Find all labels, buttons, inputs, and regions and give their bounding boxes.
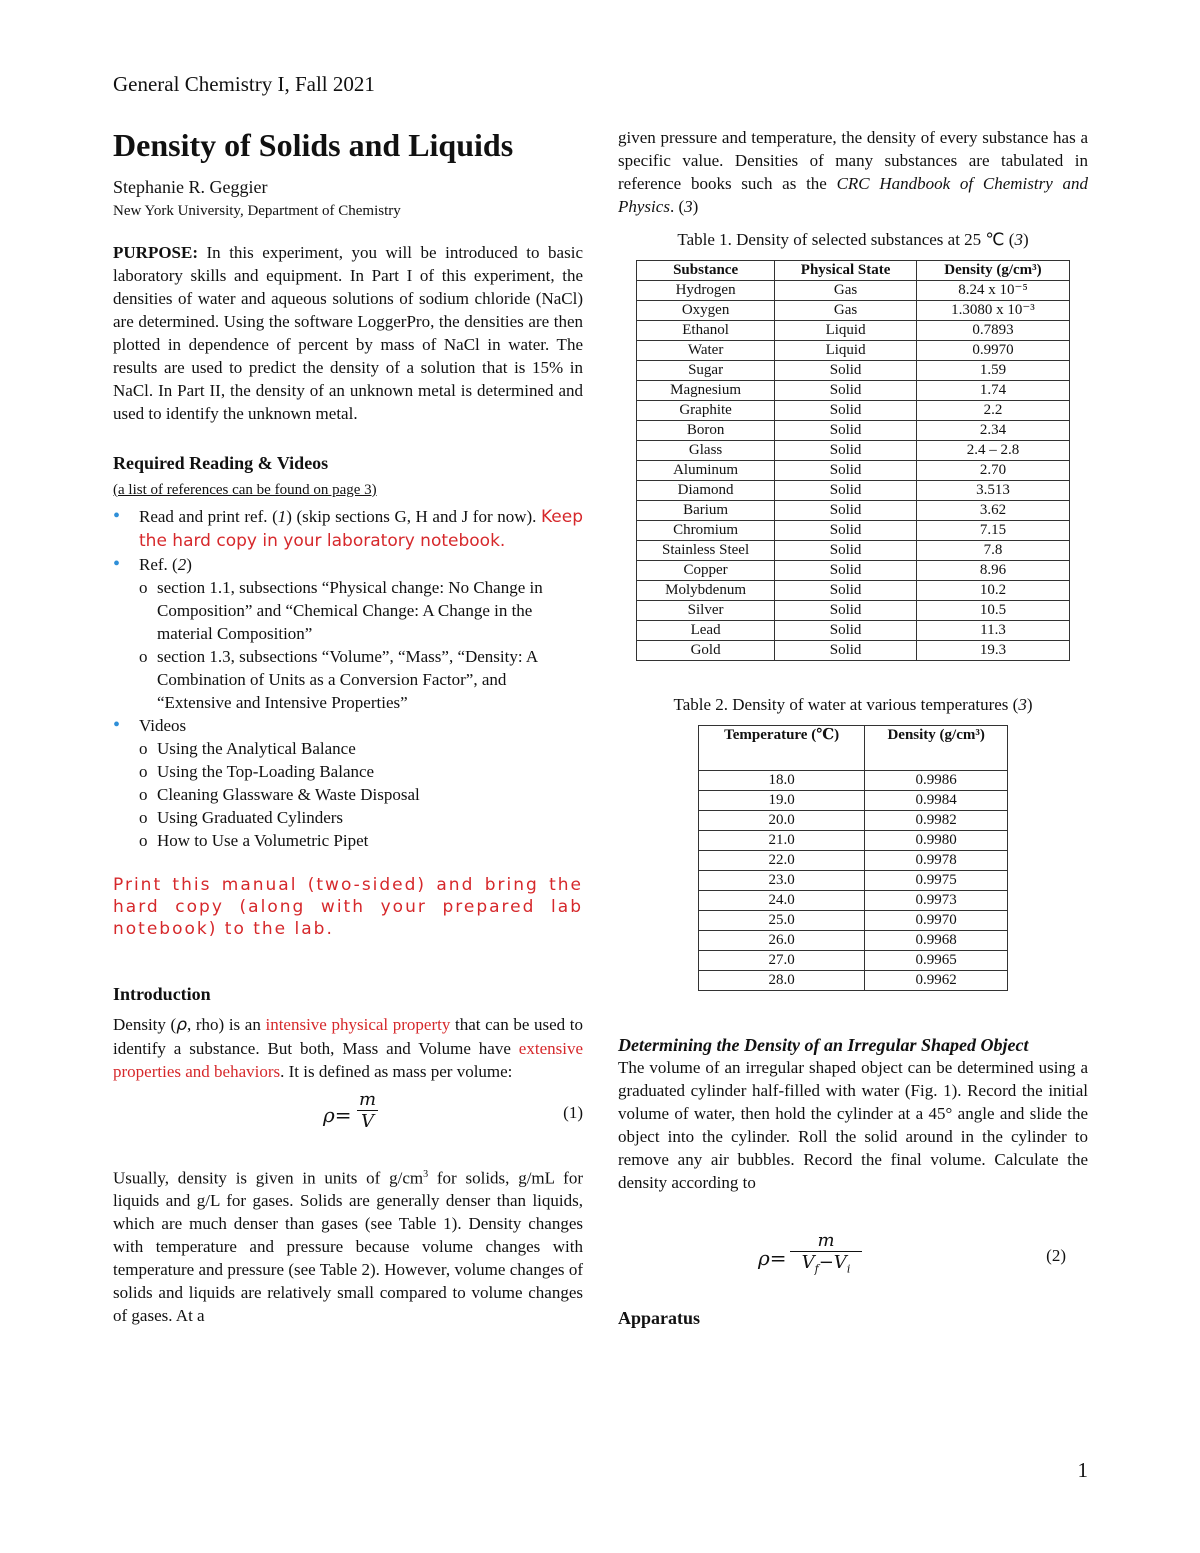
intro-p2-b: for solids, g/mL for liquids and g/L for gases. Solids are generally denser than liquids, which are much denser than gases (see Table 1). Density changes with temperature and pressure because volume changes with temperature and pressure (see Table 2). However, volume changes of solids and liquids are relatively small compared to volume changes of gases. At a	[113, 1168, 583, 1326]
eq1-lhs: ρ=	[323, 1102, 352, 1127]
table-cell: 18.0	[699, 771, 865, 791]
eq1-denominator: V	[361, 1110, 375, 1132]
table-cell: Solid	[775, 581, 917, 601]
table-cell: 11.3	[916, 621, 1069, 641]
intro-p3-a: given pressure and temperature, the density of every substance has a specific value. Densities of many substances are tabulated in reference books such as the	[618, 128, 1088, 193]
table-cell: 0.9978	[865, 851, 1008, 871]
table1-caption-c: )	[1022, 230, 1029, 249]
page-title: Density of Solids and Liquids	[113, 127, 514, 163]
table-row	[637, 501, 1070, 521]
table1-caption-b: (	[1004, 230, 1015, 249]
table-cell: 21.0	[699, 831, 865, 851]
table-row	[637, 301, 1070, 321]
intro-p3-b: . (	[669, 197, 685, 216]
crc-handbook: CRC Handbook of Chemistry and Physics	[618, 174, 1088, 216]
table-row	[699, 851, 1008, 871]
item1-post: ) (skip sections G, H and J for now).	[286, 506, 541, 526]
table-cell: Solid	[775, 601, 917, 621]
ref2-sublist	[139, 576, 583, 714]
table-cell: 10.5	[916, 601, 1069, 621]
ref2-sub-item: o section 1.3, subsections “Volume”, “Mass”, “Density: A Combination of Units as a Conversion Factor”, and “Extensive and Intensive Properties”	[139, 645, 583, 714]
table-cell: Solid	[775, 441, 917, 461]
table-cell: 0.7893	[916, 321, 1069, 341]
right-column	[618, 126, 1088, 1337]
table-cell: Solid	[775, 621, 917, 641]
intensive-property-link: intensive physical property	[265, 1014, 451, 1034]
table-cell: 24.0	[699, 891, 865, 911]
table-cell: Solid	[775, 401, 917, 421]
table-cell: 20.0	[699, 811, 865, 831]
table-cell: Liquid	[775, 321, 917, 341]
purpose-text: In this experiment, you will be introduced to basic laboratory skills and equipment. In Part I of this experiment, the densities of water and aqueous solutions of sodium chloride (NaCl) are determined. Using the software LoggerPro, the densities are then plotted in dependence of percent by mass of NaCl in water. The results are used to predict the density of a solution that is 15% in NaCl. In Part II, the density of an unknown metal is determined and used to identify the unknown metal.	[113, 242, 583, 423]
eq2-vf: V	[801, 1252, 815, 1273]
video-item: o Using the Analytical Balance	[139, 737, 583, 760]
intro-p3-ref: 3	[684, 197, 693, 216]
table-cell: 0.9968	[865, 931, 1008, 951]
purpose-paragraph	[113, 241, 583, 425]
table-cell: 0.9970	[916, 341, 1069, 361]
table1-caption	[618, 230, 1088, 250]
table-cell: 0.9962	[865, 971, 1008, 991]
table2-caption	[618, 695, 1088, 715]
intro-paragraph-1	[113, 1013, 583, 1083]
table-cell: 1.74	[916, 381, 1069, 401]
table-row	[637, 321, 1070, 341]
table-cell: Chromium	[637, 521, 775, 541]
table-cell: 19.3	[916, 641, 1069, 661]
table-row	[637, 441, 1070, 461]
table-cell: 0.9986	[865, 771, 1008, 791]
table-cell: Hydrogen	[637, 281, 775, 301]
table-row	[699, 831, 1008, 851]
table-cell: Glass	[637, 441, 775, 461]
table-row	[637, 521, 1070, 541]
table-cell: 0.9982	[865, 811, 1008, 831]
intro-p2-a: Usually, density is given in units of g/cm	[113, 1168, 424, 1188]
t1-header-cell: Density (g/cm³)	[916, 261, 1069, 281]
table-cell: Silver	[637, 601, 775, 621]
eq2-lhs: ρ=	[758, 1246, 787, 1270]
table-cell: Copper	[637, 561, 775, 581]
table-cell: Solid	[775, 481, 917, 501]
table-cell: Liquid	[775, 341, 917, 361]
table-row	[637, 281, 1070, 301]
table-row	[637, 621, 1070, 641]
table-row	[699, 931, 1008, 951]
t2-header-cell: Density (g/cm³)	[865, 726, 1008, 771]
video-item: o How to Use a Volumetric Pipet	[139, 829, 583, 852]
table-cell: 0.9965	[865, 951, 1008, 971]
table-cell: Aluminum	[637, 461, 775, 481]
item1-ref: 1	[277, 506, 287, 526]
table-cell: Solid	[775, 521, 917, 541]
table-row	[637, 381, 1070, 401]
table-row	[637, 541, 1070, 561]
table-cell: Diamond	[637, 481, 775, 501]
table-row	[637, 461, 1070, 481]
table-cell: Sugar	[637, 361, 775, 381]
irregular-heading: Determining the Density of an Irregular Shaped Object	[618, 1035, 1029, 1055]
eq1-number: (1)	[563, 1102, 583, 1122]
print-note: Print this manual (two-sided) and bring the hard copy (along with your prepared lab notebook) to the lab.	[113, 874, 583, 939]
table-row	[699, 871, 1008, 891]
table-cell: 10.2	[916, 581, 1069, 601]
table2-caption-ref: 3	[1018, 695, 1027, 714]
water-density-table	[698, 725, 1008, 991]
author: Stephanie R. Geggier	[113, 177, 268, 198]
affiliation: New York University, Department of Chemistry	[113, 202, 401, 219]
item2-pre: Ref. (	[139, 554, 178, 574]
table-cell: Magnesium	[637, 381, 775, 401]
table-cell: 26.0	[699, 931, 865, 951]
eq2-sub-f: f	[814, 1262, 819, 1276]
table-cell: 0.9973	[865, 891, 1008, 911]
t1-header-cell: Physical State	[775, 261, 917, 281]
intro-heading: Introduction	[113, 983, 211, 1004]
t2-header-cell: Temperature (℃)	[699, 726, 865, 771]
equation-2	[618, 1224, 1088, 1294]
equation-1	[113, 1087, 583, 1143]
table-cell: Stainless Steel	[637, 541, 775, 561]
eq2-denominator	[790, 1252, 862, 1276]
table-row	[699, 971, 1008, 991]
intro-p1-b: , rho) is an	[186, 1014, 266, 1034]
table-cell: 8.24 x 10⁻⁵	[916, 281, 1069, 301]
table-cell: Solid	[775, 421, 917, 441]
table1-caption-ref: 3	[1014, 230, 1023, 249]
intro-p1-d: . It is defined as mass per volume:	[280, 1061, 513, 1081]
intro-p1-a: Density (	[113, 1014, 177, 1034]
table-cell: 22.0	[699, 851, 865, 871]
table2-caption-b: )	[1026, 695, 1033, 714]
eq2-number: (2)	[1046, 1246, 1066, 1265]
table-row	[637, 341, 1070, 361]
table-row	[699, 891, 1008, 911]
table2-caption-a: Table 2. Density of water at various temperatures (	[673, 695, 1019, 714]
intro-paragraph-2	[113, 1163, 583, 1328]
item2-ref: 2	[177, 554, 187, 574]
table-cell: 0.9975	[865, 871, 1008, 891]
table-row	[637, 401, 1070, 421]
irregular-paragraph: The volume of an irregular shaped object can be determined using a graduated cylinder half-filled with water (Fig. 1). Record the initial volume of water, then hold the cylinder at a 45° angle and slide the object into the cylinder. Roll the solid around in the cylinder to remove any air bubbles. Record the final volume. Calculate the density according to	[618, 1058, 1088, 1192]
reading-list	[113, 505, 583, 852]
table-row	[637, 601, 1070, 621]
eq2-fraction	[790, 1230, 862, 1276]
table-row	[699, 791, 1008, 811]
eq1-fraction	[357, 1089, 378, 1132]
table-cell: Ethanol	[637, 321, 775, 341]
table-cell: 28.0	[699, 971, 865, 991]
table-cell: 19.0	[699, 791, 865, 811]
table-cell: 0.9980	[865, 831, 1008, 851]
table-cell: 7.15	[916, 521, 1069, 541]
reading-heading: Required Reading & Videos	[113, 452, 329, 473]
table-cell: 0.9970	[865, 911, 1008, 931]
table-cell: 7.8	[916, 541, 1069, 561]
table-cell: 8.96	[916, 561, 1069, 581]
table-cell: 2.2	[916, 401, 1069, 421]
reading-item-ref2	[113, 553, 583, 714]
reference-note: (a list of references can be found on page 3)	[113, 481, 377, 498]
page-number: 1	[1077, 1458, 1088, 1482]
table-cell: 2.70	[916, 461, 1069, 481]
eq2-numerator: m	[790, 1230, 862, 1252]
table-row	[637, 581, 1070, 601]
table-cell: Solid	[775, 361, 917, 381]
table-cell: Solid	[775, 501, 917, 521]
video-item: o Using Graduated Cylinders	[139, 806, 583, 829]
table-row	[637, 421, 1070, 441]
table-row	[699, 911, 1008, 931]
table-cell: Water	[637, 341, 775, 361]
rho-symbol: ρ	[176, 1014, 187, 1035]
videos-sublist	[139, 737, 583, 852]
table-cell: Gas	[775, 301, 917, 321]
extensive-property-link: extensive properties and behaviors	[113, 1038, 583, 1081]
intro-paragraph-3	[618, 126, 1088, 218]
table-row	[699, 811, 1008, 831]
videos-label: Videos	[139, 715, 187, 735]
intro-p3-c: )	[692, 197, 699, 216]
eq2-minus-vi: −V	[818, 1252, 847, 1273]
eq2-sub-i: i	[846, 1262, 851, 1276]
table-row	[699, 771, 1008, 791]
reading-item-ref1	[113, 505, 583, 553]
table-cell: 1.3080 x 10⁻³	[916, 301, 1069, 321]
table-cell: Barium	[637, 501, 775, 521]
table-cell: 27.0	[699, 951, 865, 971]
table-cell: Gold	[637, 641, 775, 661]
video-item: o Cleaning Glassware & Waste Disposal	[139, 783, 583, 806]
table-row	[637, 641, 1070, 661]
video-item: o Using the Top-Loading Balance	[139, 760, 583, 783]
ref2-sub-item: o section 1.1, subsections “Physical change: No Change in Composition” and “Chemical Change: A Change in the material Composition”	[139, 576, 583, 645]
purpose-label: PURPOSE:	[113, 242, 198, 262]
table-cell: Molybdenum	[637, 581, 775, 601]
intro-p2-sup: 3	[423, 1168, 429, 1180]
table1-caption-unit: ℃	[985, 230, 1005, 250]
item1-pre: Read and print ref. (	[139, 506, 278, 526]
intro-p1-c: that can be used to identify a substance. But both, Mass and Volume have	[113, 1014, 584, 1058]
density-substances-table	[636, 260, 1070, 661]
table-cell: Solid	[775, 561, 917, 581]
t1-header-cell: Substance	[637, 261, 775, 281]
table-cell: Solid	[775, 461, 917, 481]
table-row	[637, 361, 1070, 381]
table-cell: 1.59	[916, 361, 1069, 381]
table-row	[637, 481, 1070, 501]
table1-caption-a: Table 1. Density of selected substances at 25	[677, 230, 986, 249]
table-cell: 23.0	[699, 871, 865, 891]
table-cell: 3.62	[916, 501, 1069, 521]
table-cell: 0.9984	[865, 791, 1008, 811]
table-cell: 25.0	[699, 911, 865, 931]
eq1-numerator: m	[359, 1088, 377, 1110]
running-header: General Chemistry I, Fall 2021	[113, 72, 375, 96]
table-cell: Graphite	[637, 401, 775, 421]
table-cell: 2.34	[916, 421, 1069, 441]
table-cell: Solid	[775, 541, 917, 561]
table-cell: Oxygen	[637, 301, 775, 321]
table-cell: Lead	[637, 621, 775, 641]
table-row	[637, 561, 1070, 581]
reading-item-videos	[113, 714, 583, 852]
table-row	[699, 951, 1008, 971]
table-cell: 3.513	[916, 481, 1069, 501]
item1-red-note: Keep the hard copy in your laboratory notebook.	[139, 506, 583, 551]
left-column	[113, 126, 583, 1327]
apparatus-heading: Apparatus	[618, 1308, 701, 1328]
table-cell: Solid	[775, 641, 917, 661]
table-cell: Gas	[775, 281, 917, 301]
table-cell: Boron	[637, 421, 775, 441]
table-cell: 2.4 – 2.8	[916, 441, 1069, 461]
table-cell: Solid	[775, 381, 917, 401]
item2-post: )	[186, 554, 192, 574]
